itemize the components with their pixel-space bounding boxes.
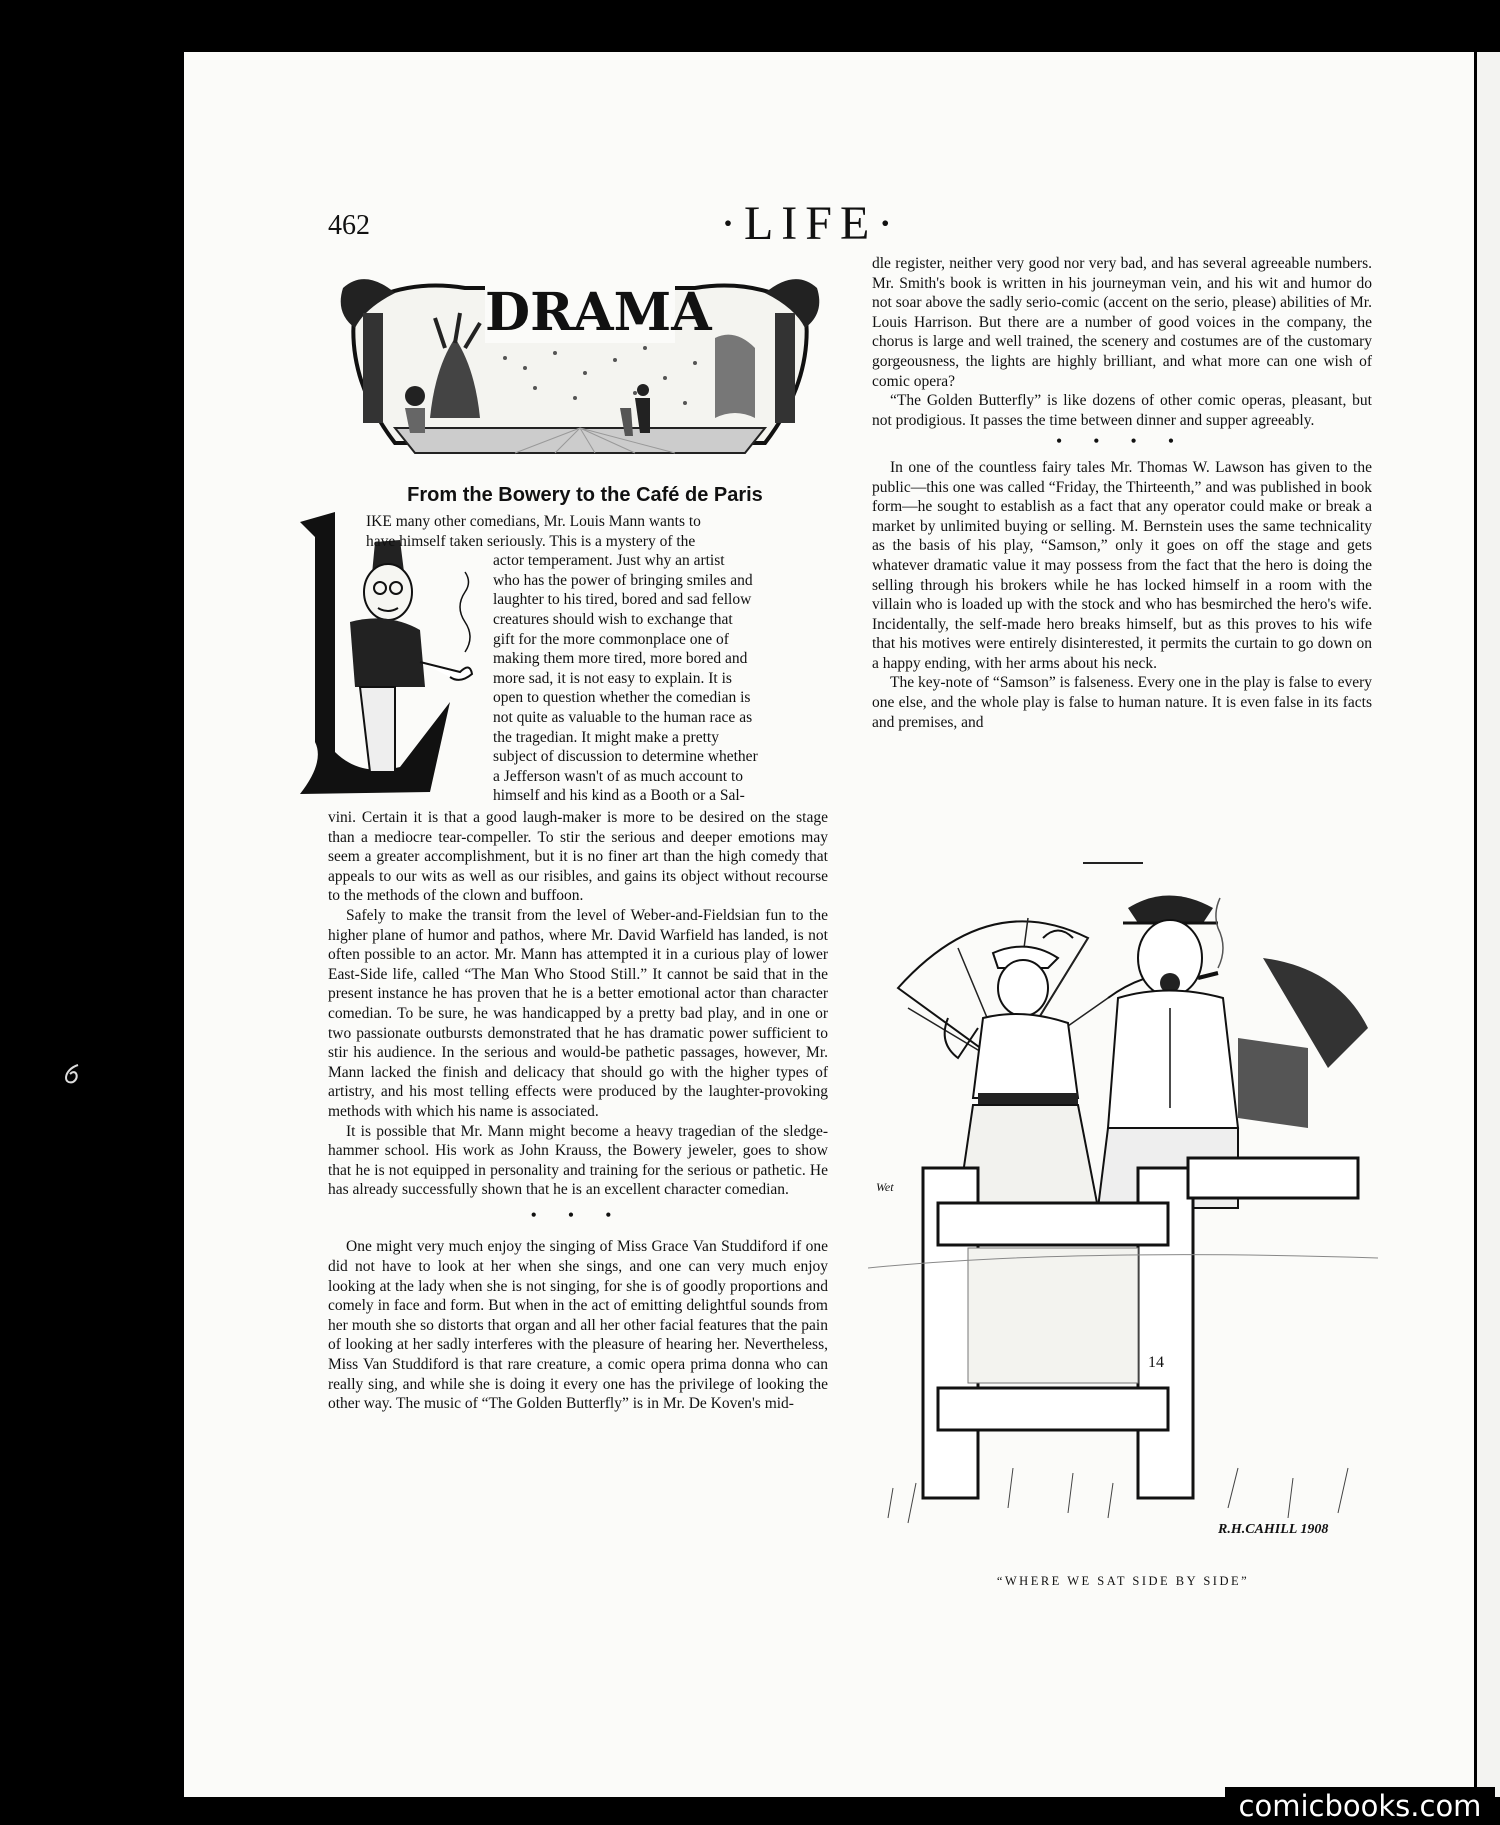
- article-headline: From the Bowery to the Café de Paris: [407, 484, 763, 506]
- column-left: [328, 808, 828, 1414]
- drama-banner-illustration: [335, 268, 825, 468]
- paragraph: One might very much enjoy the singing of Miss Grace Van Studdiford if one did not have to look at her when she sings, and one can very much enjoy looking at the lady when she is not singing, for she is of goodly proportions and comely in face and form. But when in the act of emitting delightful sounds from her mouth she so distorts that organ and all her other facial features that the pain of looking at her sadly interferes with the pleasure of hearing her. Nevertheless, Miss Van Studdiford is that rare creature, a comic opera prima donna who can really sing, and while she is doing it every one has the privilege of looking the other way. The music of “The Golden Butterfly” is in Mr. De Koven's mid-: [328, 1238, 828, 1413]
- column-right: [872, 254, 1372, 732]
- intro-line: more sad, it is not easy to explain. It is: [493, 669, 732, 687]
- intro-line: actor temperament. Just why an artist: [493, 552, 725, 570]
- intro-line: subject of discussion to determine whether: [493, 748, 758, 766]
- masthead-title: ·LIFE·: [720, 197, 902, 250]
- section-separator: • • •: [530, 1206, 626, 1224]
- intro-line: open to question whether the comedian is: [493, 689, 751, 707]
- intro-line: creatures should wish to exchange that: [493, 610, 733, 628]
- margin-scribble: [58, 1060, 88, 1090]
- cartoon-illustration: [868, 868, 1378, 1568]
- intro-lines: [328, 512, 828, 806]
- adjacent-page-edge: [1477, 52, 1500, 1797]
- intro-line: who has the power of bringing smiles and: [493, 571, 753, 589]
- cartoon-post-mark: 14: [1148, 1354, 1164, 1371]
- page-number: 462: [328, 210, 370, 241]
- cartoon-caption: “WHERE WE SAT SIDE BY SIDE”: [996, 1574, 1250, 1588]
- intro-line: not quite as valuable to the human race as: [493, 708, 753, 726]
- intro-line: a Jefferson wasn't of as much account to: [493, 767, 743, 785]
- intro-line: himself and his kind as a Booth or a Sal-: [493, 787, 745, 805]
- paragraph: “The Golden Butterfly” is like dozens of other comic operas, pleasant, but not prodigious. It passes the time between dinner and supper agreeably.: [872, 392, 1372, 429]
- section-separator: • • • •: [1056, 433, 1188, 451]
- watermark: comicbooks.com: [1225, 1787, 1495, 1825]
- drama-banner-title: DRAMA: [485, 282, 712, 343]
- paragraph: It is possible that Mr. Mann might become a heavy tragedian of the sledge-hammer school. His work as John Krauss, the Bowery jeweler, goes to show that he is not equipped in personality and training for the serious or pathetic. He has already successfully shown that he is an excellent character comedian.: [328, 1122, 828, 1199]
- cartoon-sign-text: Wet: [876, 1180, 894, 1194]
- cartoon-signature: R.H.CAHILL 1908: [1218, 1522, 1329, 1537]
- intro-line: have himself taken seriously. This is a mystery of the: [366, 532, 696, 550]
- paragraph: The key-note of “Samson” is falseness. Every one in the play is false to every one else, and the whole play is false to human nature. It is even false in its facts and premises, and: [872, 674, 1372, 731]
- paragraph: In one of the countless fairy tales Mr. Thomas W. Lawson has given to the public—this one was called “Friday, the Thirteenth,” and was published in book form—he sought to establish as a fact that any operator could make or break a market by unlimited buying or selling. M. Bernstein uses the same technicality as the basis of his play, “Samson,” only it goes on off the stage and gets whatever dramatic value it may possess from the fact that the hero is doing the selling through his brokers while he has locked himself in a room with the villain who is loaded up with the stock and who has besmirched the hero's wife. Incidentally, the self-made hero breaks himself, but as this proves to his wife that his motives were entirely disinterested, it permits the curtain to go down on a happy ending, with her arms about his neck.: [872, 458, 1372, 672]
- intro-line: IKE many other comedians, Mr. Louis Mann wants to: [366, 513, 701, 530]
- paragraph: vini. Certain it is that a good laugh-maker is more to be desired on the stage than a mediocre tear-compeller. To stir the serious and deeper emotions may seem a greater accomplishment, but it is no finer art than the high comedy that appeals to our wits as well as our risibles, and gains its object without recourse to the methods of the clown and buffoon.: [328, 809, 828, 905]
- intro-line: gift for the more commonplace one of: [493, 630, 729, 648]
- divider-rule: [1083, 862, 1143, 864]
- paragraph: dle register, neither very good nor very bad, and has several agreeable numbers. Mr. Smith's book is written in his journeyman vein, and his wit and humor do not soar above the sadly serio-comic (accent on the serio, please) abilities of Mr. Louis Harrison. But there are a number of good voices in the company, the chorus is large and well trained, the scenery and costumes are of the customary gorgeousness, the lights are highly brilliant, and what more can one wish of comic opera?: [872, 255, 1372, 390]
- intro-line: the tragedian. It might make a pretty: [493, 728, 719, 746]
- intro-line: making them more tired, more bored and: [493, 650, 748, 668]
- paragraph: Safely to make the transit from the level of Weber-and-Fieldsian fun to the higher plane of humor and pathos, where Mr. David Warfield has landed, is not often possible to an actor. Mr. Mann has attempted it in a curious play of lower East-Side life, called “The Man Who Stood Still.” It cannot be said that in the present instance he has proven that he is a better emotional actor than character comedian. To be sure, he was handicapped by a pretty bad play, and in one or two passionate outbursts demonstrated that he has dramatic power sufficient to stir his audience. In the serious and would-be pathetic passages, however, Mr. Mann lacked the finish and delicacy that should go with the higher types of artistry, and his most telling effects were produced by the laughter-provoking methods with which his name is associated.: [328, 906, 828, 1120]
- intro-line: laughter to his tired, bored and sad fellow: [493, 591, 752, 609]
